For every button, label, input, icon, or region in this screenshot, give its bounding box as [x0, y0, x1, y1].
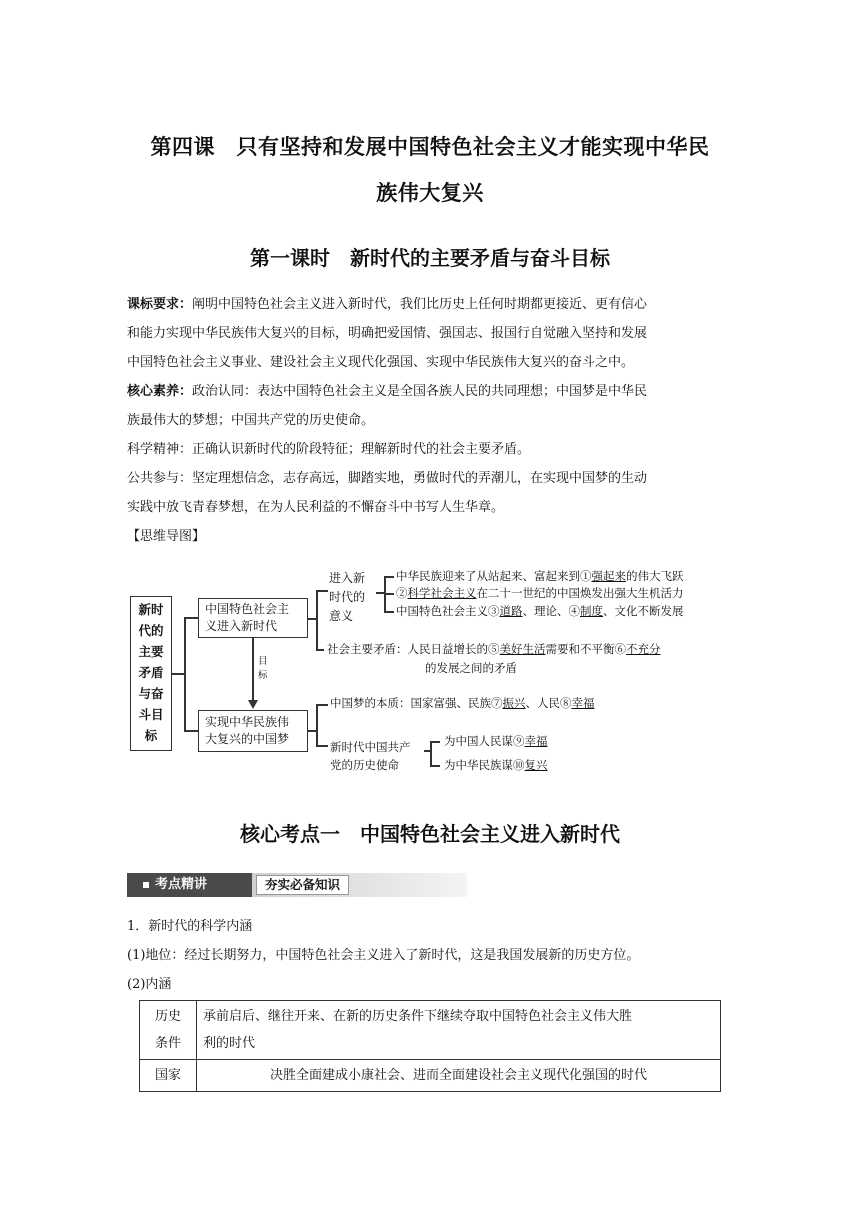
contradiction-text: 社会主要矛盾：人民日益增长的⑤美好生活需要和不平衡⑥不充分 的发展之间的矛盾 — [327, 642, 661, 675]
section-title: 核心考点一 中国特色社会主义进入新时代 — [240, 822, 620, 846]
mission-label: 新时代中国共产 党的历史使命 — [330, 740, 411, 772]
mindmap-label: 【思维导图】 — [127, 529, 206, 544]
mission-item-1: 为中国人民谋⑨幸福 — [444, 734, 548, 748]
core-line1: 核心素养：政治认同：表达中国特色社会主义是全国各族人民的共同理想；中国梦是中华民 — [127, 384, 648, 399]
mission-item-2: 为中华民族谋⑩复兴 — [444, 758, 548, 772]
point-1: 1．新时代的科学内涵 — [127, 919, 253, 934]
square-icon — [143, 882, 149, 888]
standards-line2: 和能力实现中华民族伟大复兴的目标，明确把爱国情、强国志、报国行自觉融入坚持和发展 — [127, 326, 648, 341]
chapter-title-line1: 第四课 只有坚持和发展中国特色社会主义才能实现中华民 — [150, 135, 710, 159]
chapter-title-line2: 族伟大复兴 — [376, 181, 484, 205]
meaning-item-3: 中国特色社会主义③道路、理论、④制度、文化不断发展 — [396, 604, 684, 618]
core-line2: 族最伟大的梦想；中国共产党的历史使命。 — [127, 413, 375, 428]
root-box: 新时 代的 主要 矛盾 与奋 斗目 标 — [130, 596, 172, 751]
banner-right: 夯实必备知识 — [256, 875, 349, 895]
content-table — [139, 1000, 721, 1092]
standards-line1: 课标要求：阐明中国特色社会主义进入新时代，我们比历史上任何时期都更接近、更有信心 — [127, 297, 648, 312]
meaning-item-1: 中华民族迎来了从站起来、富起来到①强起来的伟大飞跃 — [396, 569, 684, 583]
arrow-label: 目 标 — [258, 656, 268, 681]
core-label: 核心素养： — [127, 384, 193, 399]
table-value: 决胜全面建成小康社会、进而全面建设社会主义现代化强国的时代 — [197, 1060, 721, 1092]
section-banner — [127, 873, 467, 897]
standards-line3: 中国特色社会主义事业、建设社会主义现代化强国、实现中华民族伟大复兴的奋斗之中。 — [127, 355, 635, 370]
table-key: 国家 — [140, 1060, 197, 1092]
core-line5: 实践中放飞青春梦想，在为人民利益的不懈奋斗中书写人生华章。 — [127, 500, 505, 515]
meaning-label: 进入新 时代的 意义 — [329, 571, 366, 623]
standards-label: 课标要求： — [127, 297, 193, 312]
core-line3: 科学精神：正确认识新时代的阶段特征；理解新时代的社会主要矛盾。 — [127, 442, 531, 457]
table-row — [140, 1060, 721, 1092]
table-value: 承前启后、继往开来、在新的历史条件下继续夺取中国特色社会主义伟大胜 利的时代 — [197, 1001, 721, 1060]
core-line4: 公共参与：坚定理想信念，志存高远，脚踏实地，勇做时代的弄潮儿，在实现中国梦的生动 — [127, 471, 648, 486]
lesson-title: 第一课时 新时代的主要矛盾与奋斗目标 — [250, 246, 610, 270]
arrow-down-icon — [248, 700, 258, 709]
point-1-1: (1)地位：经过长期努力，中国特色社会主义进入了新时代，这是我国发展新的历史方位。 — [127, 948, 640, 963]
table-row — [140, 1001, 721, 1060]
table-key: 历史 条件 — [140, 1001, 197, 1060]
banner-left: 考点精讲 — [127, 873, 252, 897]
node-china-dream: 实现中华民族伟 大复兴的中国梦 — [198, 710, 308, 752]
meaning-item-2: ②科学社会主义在二十一世纪的中国焕发出强大生机活力 — [396, 586, 684, 600]
point-block — [127, 912, 737, 999]
point-1-2: (2)内涵 — [127, 977, 172, 992]
node-new-era: 中国特色社会主 义进入新时代 — [198, 598, 308, 638]
dream-essence: 中国梦的本质：国家富强、民族⑦振兴、人民⑧幸福 — [330, 696, 595, 710]
